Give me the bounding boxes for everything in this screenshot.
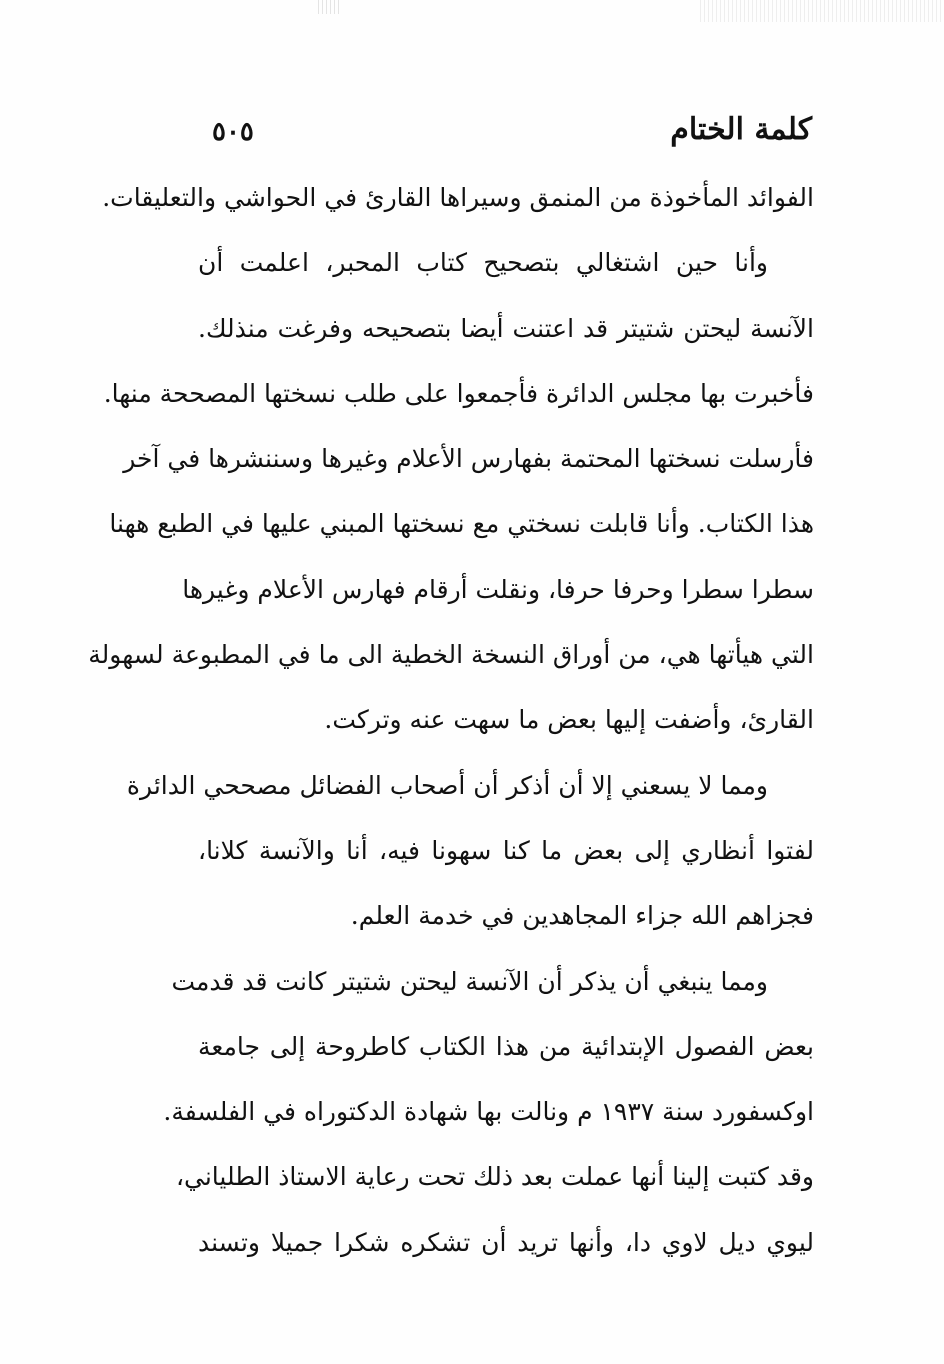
text-line: ليوي ديل لاوي دا، وأنها تريد أن تشكره شكرا جميلا وتسند bbox=[198, 1227, 814, 1257]
page-header bbox=[200, 110, 812, 158]
text-line: هذا الكتاب. وأنا قابلت نسختي مع نسختها المبني عليها في الطبع ههنا bbox=[109, 509, 814, 539]
text-line: فأخبرت بها مجلس الدائرة فأجمعوا على طلب نسختها المصححة منها. bbox=[103, 378, 814, 408]
text-line: بعض الفصول الإبتدائية من هذا الكتاب كاطروحة إلى جامعة bbox=[198, 1031, 814, 1061]
scan-speckle bbox=[700, 0, 944, 22]
text-line: لفتوا أنظاري إلى بعض ما كنا سهونا فيه، أنا والآنسة كلانا، bbox=[198, 835, 814, 865]
running-title: كلمة الختام bbox=[670, 112, 812, 147]
text-line: ومما ينبغي أن يذكر أن الآنسة ليحتن شتيتر كانت قد قدمت bbox=[171, 966, 768, 996]
text-line: وأنا حين اشتغالي بتصحيح كتاب المحبر، اعلمت أن bbox=[198, 248, 768, 278]
page-number: ٥٠٥ bbox=[212, 117, 254, 147]
text-line: التي هيأتها هي، من أوراق النسخة الخطية الى ما في المطبوعة لسهولة bbox=[88, 640, 814, 670]
text-line: فأرسلت نسختها المحتمة بفهارس الأعلام وغيرها وسننشرها في آخر bbox=[123, 444, 814, 474]
text-line: وقد كتبت إلينا أنها عملت بعد ذلك تحت رعاية الاستاذ الطلياني، bbox=[175, 1162, 814, 1192]
text-line: الآنسة ليحتن شتيتر قد اعتنت أيضا بتصحيحه وفرغت منذلك. bbox=[198, 313, 814, 343]
text-line: سطرا سطرا وحرفا حرفا، ونقلت أرقام فهارس الأعلام وغيرها bbox=[182, 574, 814, 604]
text-line: اوكسفورد سنة ١٩٣٧ م ونالت بها شهادة الدكتوراه في الفلسفة. bbox=[163, 1097, 814, 1127]
text-line: الفوائد المأخوذة من المنمق وسيراها القارئ في الحواشي والتعليقات. bbox=[102, 183, 814, 212]
text-line: ومما لا يسعني إلا أن أذكر أن أصحاب الفضائل مصححي الدائرة bbox=[126, 770, 768, 800]
text-line: القارئ، وأضفت إليها بعض ما سهت عنه وتركت. bbox=[324, 705, 814, 735]
text-line: فجزاهم الله جزاء المجاهدين في خدمة العلم. bbox=[350, 901, 814, 931]
scan-speckle bbox=[318, 0, 342, 14]
body-text bbox=[88, 165, 814, 1275]
